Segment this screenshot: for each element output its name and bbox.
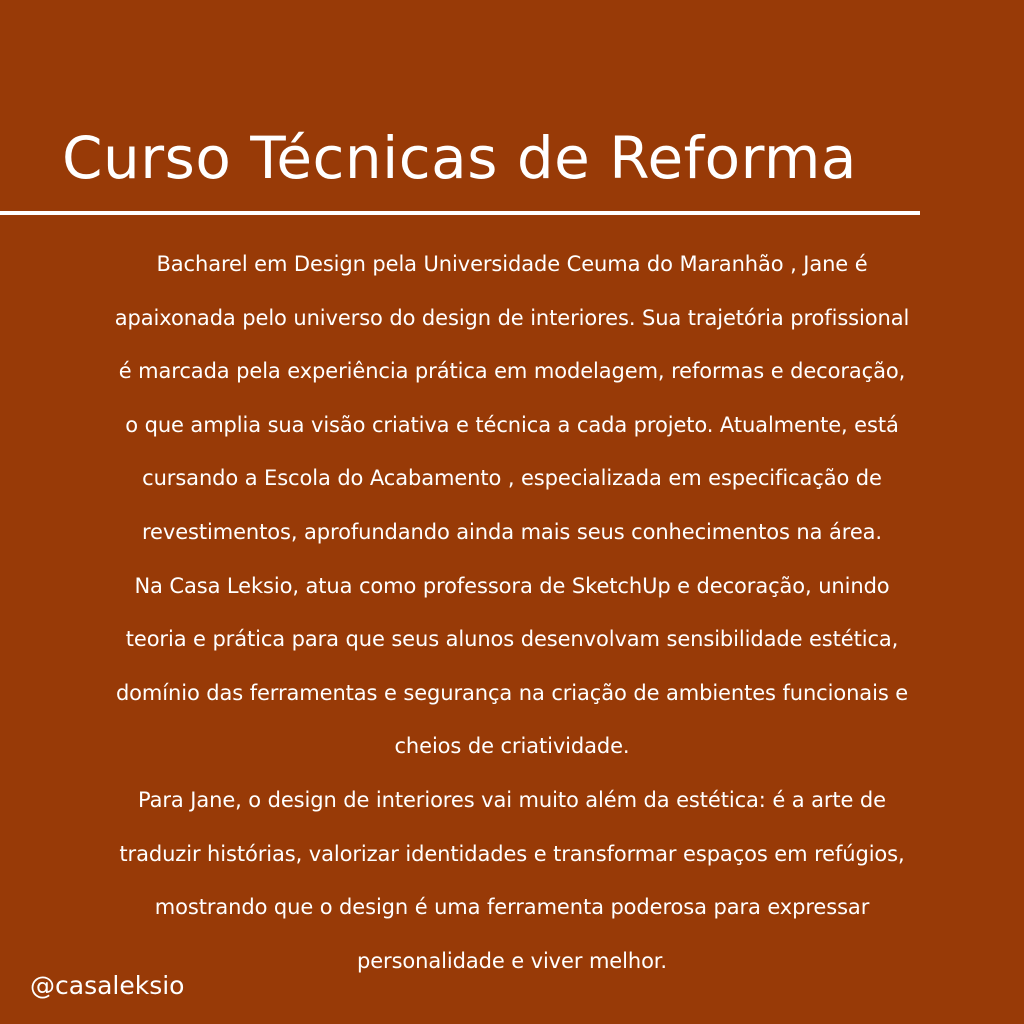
- bio-line: apaixonada pelo universo do design de interiores. Sua trajetória profissional: [114, 305, 910, 330]
- social-handle: @casaleksio: [30, 971, 185, 1000]
- bio-line: o que amplia sua visão criativa e técnica a cada projeto. Atualmente, está: [125, 412, 899, 437]
- bio-line: Para Jane, o design de interiores vai muito além da estética: é a arte de: [138, 787, 886, 812]
- bio-line: personalidade e viver melhor.: [356, 948, 667, 973]
- bio-line: é marcada pela experiência prática em modelagem, reformas e decoração,: [118, 359, 906, 384]
- bio-line: mostrando que o design é uma ferramenta poderosa para expressar: [154, 895, 870, 920]
- bio-line: cheios de criatividade.: [394, 734, 630, 759]
- title-divider: [0, 211, 920, 215]
- bio-line: cursando a Escola do Acabamento , especializada em especificação de: [142, 466, 882, 491]
- bio-line: traduzir histórias, valorizar identidades e transformar espaços em refúgios,: [119, 841, 905, 866]
- bio-line: revestimentos, aprofundando ainda mais seus conhecimentos na área.: [141, 519, 882, 544]
- bio-line: teoria e prática para que seus alunos desenvolvam sensibilidade estética,: [125, 627, 899, 652]
- page-title: Curso Técnicas de Reforma: [62, 124, 857, 192]
- bio-text: [20, 238, 1004, 988]
- bio-line: Bacharel em Design pela Universidade Ceuma do Maranhão , Jane é: [156, 252, 868, 276]
- bio-line: Na Casa Leksio, atua como professora de SketchUp e decoração, unindo: [134, 573, 890, 598]
- bio-line: domínio das ferramentas e segurança na criação de ambientes funcionais e: [115, 680, 909, 705]
